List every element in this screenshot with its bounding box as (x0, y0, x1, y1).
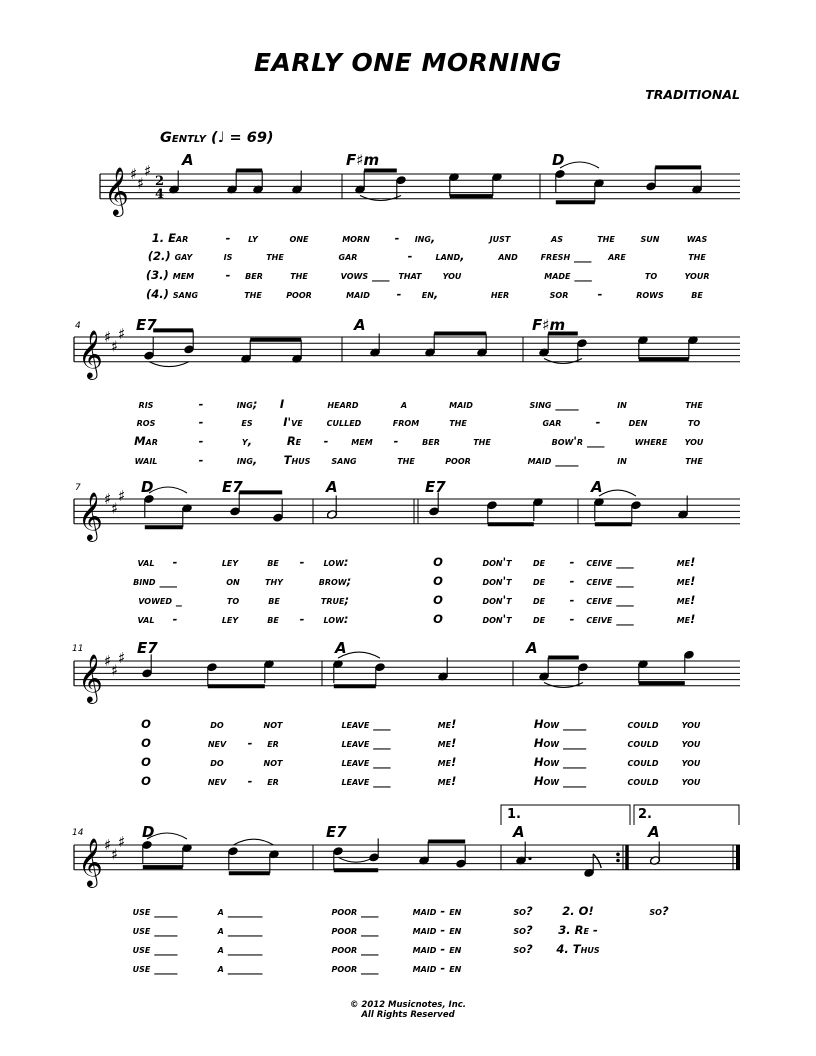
lyric-syllable: - (225, 231, 231, 245)
lyric-syllable: could (627, 774, 659, 788)
lyric-syllable: you (684, 434, 704, 448)
chord-symbol: F♯m (346, 151, 380, 169)
lyric-syllable: ceive ___ (586, 612, 634, 626)
measure-number: 7 (75, 483, 81, 493)
lyric-syllable: O (433, 612, 443, 626)
lyric-syllable: maid - en (412, 904, 462, 918)
lyric-syllable: den (628, 415, 648, 429)
lyric-syllable: maid (449, 397, 473, 411)
lyric-syllable: mem (351, 434, 373, 448)
lyric-syllable: ing; (236, 397, 258, 411)
lyric-syllable: could (627, 736, 659, 750)
lyric-syllable: to (687, 415, 701, 429)
lyric-syllable: nev (207, 736, 227, 750)
lyric-syllable: poor ___ (331, 961, 379, 975)
sharp-icon: ♯ (118, 832, 126, 851)
lyric-syllable: O (433, 593, 443, 607)
time-signature-top: 2 (155, 174, 165, 189)
repeat-dot (616, 853, 620, 857)
lyric-syllable: de (532, 612, 546, 626)
lyric-syllable: me! (437, 717, 457, 731)
lyric-syllable: ceive ___ (586, 593, 634, 607)
lyric-syllable: O (141, 736, 151, 750)
lyric-syllable: fresh ___ (540, 249, 592, 263)
lyric-syllable: one (289, 231, 309, 245)
lyric-syllable: be (267, 612, 279, 626)
sharp-icon: ♯ (111, 661, 119, 680)
lyric-syllable: don't (482, 555, 512, 569)
lyric-syllable: - (569, 555, 575, 569)
lyric-syllable: - (394, 231, 400, 245)
chord-symbol: E7 (136, 316, 157, 334)
lyric-syllable: you (681, 774, 701, 788)
first-ending-label: 1. (507, 807, 521, 822)
lyric-syllable: rows (636, 287, 664, 301)
lyric-syllable: - (597, 287, 603, 301)
lyric-syllable: ris (138, 397, 154, 411)
copyright-line: © 2012 Musicnotes, Inc. (349, 1000, 467, 1010)
lyric-syllable: maid ____ (527, 453, 579, 467)
lyric-syllable: the (397, 453, 415, 467)
lyric-syllable: (4.) sang (145, 287, 199, 301)
lyric-syllable: bind ___ (133, 574, 177, 588)
lyric-syllable: me! (437, 736, 457, 750)
lyric-syllable: to (644, 268, 658, 282)
lyric-syllable: a ______ (217, 923, 263, 937)
chord-symbol: E7 (137, 639, 158, 657)
lyric-syllable: you (442, 268, 462, 282)
lyric-syllable: me! (676, 555, 696, 569)
treble-clef-icon: 𝄞 (78, 328, 103, 378)
lyric-syllable: me! (676, 612, 696, 626)
repeat-dot (616, 859, 620, 863)
chord-symbol: A (648, 823, 660, 841)
lyric-syllable: How ____ (533, 774, 587, 788)
song-title: EARLY ONE MORNING (253, 48, 563, 77)
lyric-syllable: er (267, 774, 279, 788)
lyric-syllable: Mar (134, 434, 158, 448)
lyric-syllable: - (323, 434, 329, 448)
lyric-syllable: be (691, 287, 703, 301)
lyric-syllable: O (433, 555, 443, 569)
lyric-syllable: be (268, 593, 280, 607)
lyric-syllable: the (473, 434, 491, 448)
lyric-syllable: es (241, 415, 253, 429)
lyric-syllable: the (685, 397, 703, 411)
lyric-syllable: sing ____ (529, 397, 579, 411)
slur (233, 839, 274, 845)
sharp-icon: ♯ (104, 328, 112, 346)
lyric-syllable: leave ___ (341, 774, 391, 788)
lyric-syllable: val (137, 555, 155, 569)
lyric-syllable: ber (422, 434, 440, 448)
lyric-syllable: that (398, 268, 422, 282)
lyric-syllable: O (141, 717, 151, 731)
lyric-syllable: ing, (236, 453, 258, 467)
lyric-syllable: ros (136, 415, 156, 429)
lyric-syllable: you (681, 755, 701, 769)
lyric-syllable: is (223, 249, 233, 263)
lyric-syllable: me! (437, 755, 457, 769)
lyric-syllable: are (608, 249, 626, 263)
copyright-notice (0, 1001, 816, 1021)
lyric-syllable: a ______ (217, 942, 263, 956)
lyric-syllable: in (617, 453, 627, 467)
lyric-syllable: Thus (283, 453, 311, 467)
slur (149, 487, 187, 493)
sharp-icon: ♯ (104, 836, 112, 854)
chord-symbol: A (182, 151, 194, 169)
lyric-syllable: sor (549, 287, 569, 301)
lyric-syllable: nev (207, 774, 227, 788)
sharp-icon: ♯ (111, 845, 119, 864)
lyric-syllable: - (172, 612, 178, 626)
lyric-syllable: O (433, 574, 443, 588)
chord-symbol: E7 (222, 478, 243, 496)
treble-clef-icon: 𝄞 (104, 165, 129, 215)
lyric-syllable: the (266, 249, 284, 263)
lyric-syllable: from (392, 415, 420, 429)
chord-symbol: F♯m (532, 316, 566, 334)
lyric-syllable: use ____ (132, 942, 178, 956)
lyric-syllable: me! (676, 574, 696, 588)
lyric-syllable: ceive ___ (586, 555, 634, 569)
lyric-syllable: 2. O! (562, 904, 594, 918)
measure-number: 4 (75, 321, 81, 331)
lyric-syllable: thy (265, 574, 283, 588)
slur (544, 683, 583, 688)
sharp-icon: ♯ (118, 648, 126, 667)
flag (593, 854, 601, 868)
lyric-syllable: - (299, 612, 305, 626)
lyric-syllable: the (449, 415, 467, 429)
sharp-icon: ♯ (111, 499, 119, 518)
sharp-icon: ♯ (111, 337, 119, 356)
sharp-icon: ♯ (104, 652, 112, 670)
lyric-syllable: just (489, 231, 511, 245)
lyric-syllable: so? (513, 923, 533, 937)
lyric-syllable: - (396, 287, 402, 301)
lyric-syllable: don't (482, 574, 512, 588)
lyric-syllable: low: (323, 555, 349, 569)
sharp-icon: ♯ (137, 174, 145, 193)
lyric-syllable: so? (649, 904, 669, 918)
lyric-syllable: 4. Thus (556, 942, 600, 956)
lyric-syllable: er (267, 736, 279, 750)
lyric-syllable: How ____ (533, 717, 587, 731)
treble-clef-icon: 𝄞 (78, 490, 103, 540)
lyric-syllable: (3.) mem (145, 268, 195, 282)
lyric-syllable: in (617, 397, 627, 411)
lyric-syllable: leave ___ (341, 755, 391, 769)
lyric-syllable: low: (323, 612, 349, 626)
lyric-syllable: poor ___ (331, 904, 379, 918)
lyric-syllable: and (498, 249, 518, 263)
lyric-syllable: your (684, 268, 710, 282)
sharp-icon: ♯ (104, 490, 112, 508)
lyric-syllable: morn (342, 231, 370, 245)
lyric-syllable: as (551, 231, 563, 245)
lyric-syllable: poor (286, 287, 312, 301)
lyric-syllable: How ____ (533, 736, 587, 750)
lyric-syllable: - (198, 397, 204, 411)
lyric-syllable: culled (326, 415, 362, 429)
lyric-syllable: sun (640, 231, 660, 245)
lyric-syllable: do (210, 755, 224, 769)
lyric-syllable: O (141, 755, 151, 769)
lyric-syllable: use ____ (132, 923, 178, 937)
lyric-syllable: the (597, 231, 615, 245)
lyric-syllable: you (681, 736, 701, 750)
composer-credit: TRADITIONAL (645, 87, 740, 102)
lyric-syllable: O (141, 774, 151, 788)
chord-symbol: D (552, 151, 565, 169)
lyric-syllable: - (569, 612, 575, 626)
lyric-syllable: her (490, 287, 510, 301)
lyric-syllable: made ___ (544, 268, 592, 282)
lyric-syllable: where (634, 434, 668, 448)
slur (560, 162, 599, 168)
lyric-syllable: gar (338, 249, 358, 263)
lyric-syllable: the (685, 453, 703, 467)
lyric-syllable: How ____ (533, 755, 587, 769)
lyric-syllable: use ____ (132, 961, 178, 975)
lyric-syllable: a ______ (217, 961, 263, 975)
lyric-syllable: - (172, 555, 178, 569)
sharp-icon: ♯ (144, 161, 152, 180)
slur (149, 362, 189, 367)
lyric-syllable: 3. Re - (558, 923, 598, 937)
lyric-syllable: poor ___ (331, 942, 379, 956)
chord-symbol: A (513, 823, 525, 841)
lyric-syllable: val (137, 612, 155, 626)
rights-line: All Rights Reserved (361, 1009, 455, 1020)
lyric-syllable: so? (513, 904, 533, 918)
lyric-syllable: wail (134, 453, 158, 467)
chord-symbol: A (591, 478, 603, 496)
chord-symbol: E7 (326, 823, 347, 841)
lyric-syllable: - (569, 574, 575, 588)
measure-number: 11 (72, 644, 84, 654)
lyric-syllable: poor (445, 453, 471, 467)
lyric-syllable: the (688, 249, 706, 263)
lyric-syllable: en, (421, 287, 439, 301)
lyric-syllable: leave ___ (341, 736, 391, 750)
lyric-syllable: gar (542, 415, 562, 429)
lyric-syllable: leave ___ (341, 717, 391, 731)
lyric-syllable: - (595, 415, 601, 429)
lyric-syllable: could (627, 717, 659, 731)
lyric-syllable: bow'r ___ (551, 434, 605, 448)
chord-symbol: A (526, 639, 538, 657)
slur (360, 196, 401, 201)
lyric-syllable: do (210, 717, 224, 731)
lyric-syllable: use ____ (132, 904, 178, 918)
slur (338, 857, 374, 862)
lyric-syllable: to (226, 593, 240, 607)
lyric-syllable: de (532, 555, 546, 569)
lyric-syllable: maid - en (412, 961, 462, 975)
lyric-syllable: brow; (318, 574, 352, 588)
lyric-syllable: - (569, 593, 575, 607)
chord-symbol: A (335, 639, 347, 657)
lyric-syllable: maid (346, 287, 370, 301)
chord-symbol: E7 (425, 478, 446, 496)
lyric-syllable: - (198, 434, 204, 448)
lyric-syllable: 1. Ear (151, 231, 189, 245)
lyric-syllable: heard (327, 397, 359, 411)
lyric-syllable: on (226, 574, 240, 588)
lyric-syllable: the (290, 268, 308, 282)
lyric-syllable: you (681, 717, 701, 731)
lyric-syllable: y, (241, 434, 253, 448)
lyric-syllable: I (279, 397, 285, 411)
lyric-syllable: - (393, 434, 399, 448)
chord-symbol: A (354, 316, 366, 334)
lyric-syllable: a (400, 397, 408, 411)
lyric-syllable: ber (245, 268, 263, 282)
sharp-icon: ♯ (118, 486, 126, 505)
lyric-syllable: ing, (414, 231, 436, 245)
lyric-syllable: ley (221, 612, 239, 626)
lyric-syllable: ly (248, 231, 258, 245)
lyric-syllable: true; (320, 593, 350, 607)
lyric-syllable: not (263, 755, 283, 769)
lyric-syllable: (2.) gay (147, 249, 193, 263)
lyric-syllable: could (627, 755, 659, 769)
lyric-syllable: maid - en (412, 942, 462, 956)
slur (599, 490, 636, 496)
lyric-syllable: Re (286, 434, 302, 448)
time-signature-bottom: 4 (155, 187, 165, 202)
lyric-syllable: - (299, 555, 305, 569)
sharp-icon: ♯ (118, 324, 126, 343)
lyric-syllable: a ______ (217, 904, 263, 918)
lyric-syllable: - (407, 249, 413, 263)
measure-number: 14 (72, 828, 84, 838)
lyric-syllable: maid - en (412, 923, 462, 937)
lyric-syllable: don't (482, 612, 512, 626)
slur (544, 359, 582, 364)
lyric-syllable: - (198, 453, 204, 467)
lyric-syllable: ley (221, 555, 239, 569)
treble-clef-icon: 𝄞 (78, 652, 103, 702)
chord-symbol: D (141, 478, 154, 496)
lyric-syllable: not (263, 717, 283, 731)
lyric-syllable: - (247, 774, 253, 788)
lyric-syllable: poor ___ (331, 923, 379, 937)
lyric-syllable: vows ___ (340, 268, 390, 282)
lyric-syllable: the (244, 287, 262, 301)
lyric-syllable: de (532, 593, 546, 607)
lyric-syllable: sang (331, 453, 357, 467)
lyric-syllable: land, (435, 249, 465, 263)
lyric-syllable: vowed _ (138, 593, 182, 607)
treble-clef-icon: 𝄞 (78, 836, 103, 886)
lyric-syllable: de (532, 574, 546, 588)
second-ending-label: 2. (638, 807, 652, 822)
lyric-syllable: was (686, 231, 708, 245)
chord-symbol: A (326, 478, 338, 496)
lyric-syllable: I've (283, 415, 303, 429)
lyric-syllable: so? (513, 942, 533, 956)
lyric-syllable: - (247, 736, 253, 750)
sharp-icon: ♯ (130, 165, 138, 183)
lyric-syllable: - (198, 415, 204, 429)
dot (528, 857, 531, 860)
tempo-marking: Gently (♩ = 69) (160, 130, 274, 146)
lyric-syllable: me! (437, 774, 457, 788)
lyric-syllable: don't (482, 593, 512, 607)
lyric-syllable: me! (676, 593, 696, 607)
chord-symbol: D (142, 823, 155, 841)
lyric-syllable: be (267, 555, 279, 569)
lyric-syllable: ceive ___ (586, 574, 634, 588)
lyric-syllable: - (225, 268, 231, 282)
